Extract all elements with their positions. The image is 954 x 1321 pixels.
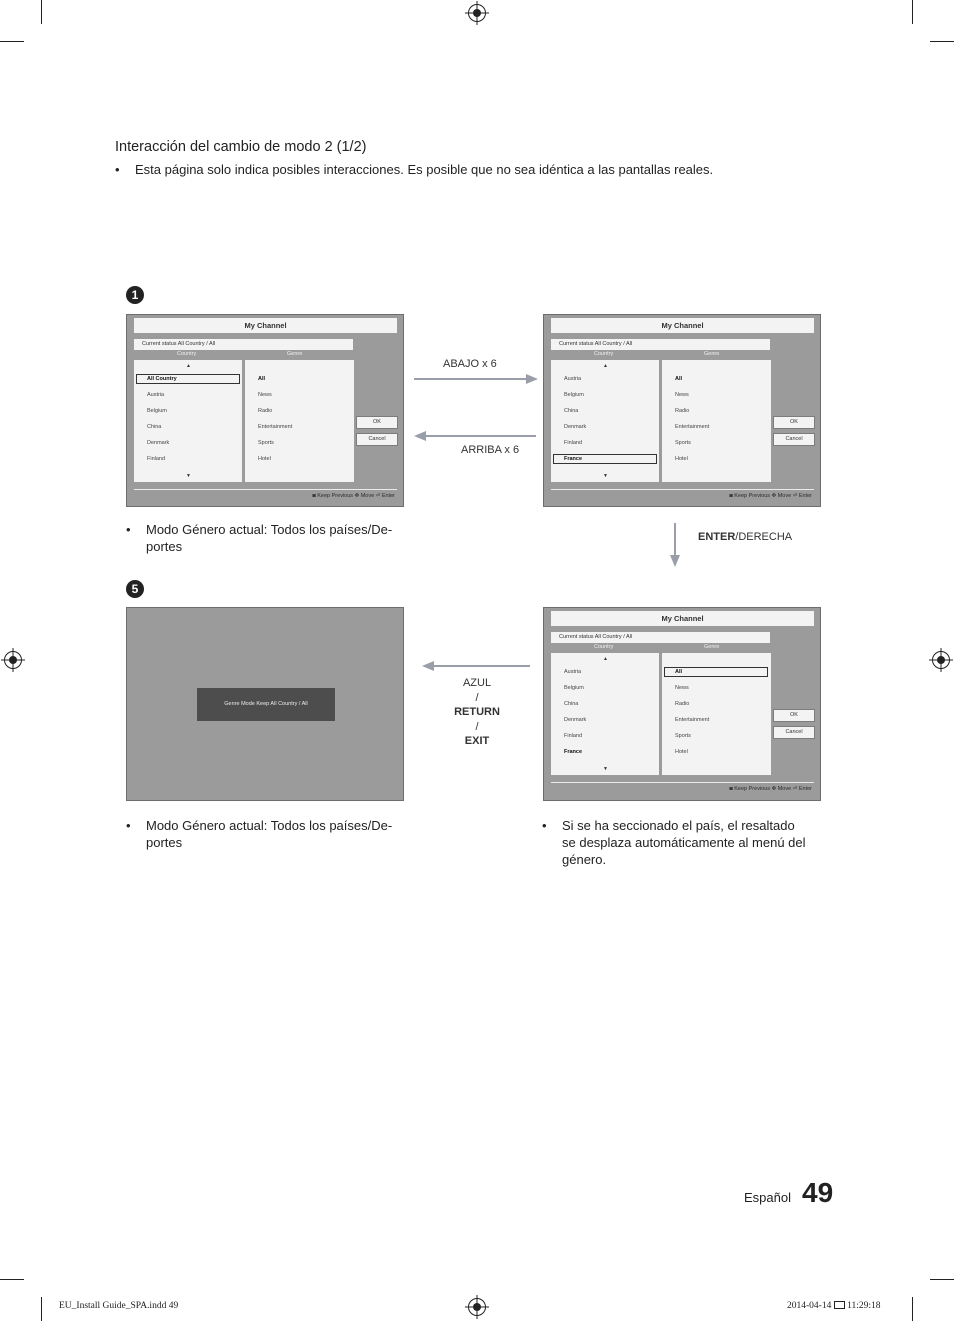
scroll-up-icon[interactable]: ▲ <box>603 363 608 369</box>
country-item[interactable]: Austria <box>564 669 582 675</box>
label-slash: / <box>475 691 479 704</box>
cancel-button[interactable]: Cancel <box>773 433 815 446</box>
arrow-down-icon <box>669 523 681 567</box>
hint-enter: Enter <box>798 493 812 499</box>
genre-item[interactable]: News <box>675 392 689 398</box>
hint-keep: Keep Previous <box>317 493 354 499</box>
country-item[interactable]: Finland <box>564 733 583 739</box>
label-exit: EXIT <box>464 735 490 747</box>
genre-item[interactable]: Sports <box>675 733 691 739</box>
country-header: Country <box>594 644 614 650</box>
crop-mark <box>912 1297 913 1321</box>
genre-item[interactable]: All <box>258 376 266 382</box>
tv-screen-step2 <box>543 314 821 507</box>
caption-text <box>562 817 806 868</box>
slug-ampm-icon <box>834 1301 845 1309</box>
caption-line: portes <box>146 835 183 850</box>
enter-direction: /DERECHA <box>735 531 793 543</box>
label-slash: / <box>475 720 479 733</box>
hint-keep: Keep Previous <box>734 786 771 792</box>
step-5-badge: 5 <box>126 580 144 598</box>
section-heading: Interacción del cambio de modo 2 (1/2) <box>115 139 367 155</box>
genre-item[interactable]: Radio <box>258 408 273 414</box>
country-item[interactable]: Denmark <box>564 424 587 430</box>
bullet: • <box>126 522 131 537</box>
caption-line: Modo Género actual: Todos los países/De- <box>146 522 393 537</box>
genre-header: Genre <box>704 644 720 650</box>
genre-header: Genre <box>287 351 303 357</box>
bullet: • <box>542 818 547 833</box>
page-number: 49 <box>802 1177 834 1208</box>
slug-filename: EU_Install Guide_SPA.indd 49 <box>59 1301 179 1311</box>
scroll-down-icon[interactable]: ▼ <box>603 766 608 772</box>
crop-mark <box>41 1297 42 1321</box>
country-item[interactable]: Belgium <box>564 685 584 691</box>
label-down: ABAJO x 6 <box>443 358 497 370</box>
slug-datetime <box>787 1301 881 1311</box>
genre-mode-popup: Genre Mode Keep All Country / All <box>197 688 335 721</box>
country-item[interactable]: China <box>147 424 162 430</box>
genre-item[interactable]: Hotel <box>258 456 271 462</box>
scroll-up-icon[interactable]: ▲ <box>186 363 191 369</box>
hint-move: Move <box>777 493 792 499</box>
label-return: RETURN <box>454 706 500 718</box>
country-item[interactable]: China <box>564 701 579 707</box>
arrow-right-icon <box>414 373 538 385</box>
crop-mark <box>0 1279 24 1280</box>
tv-screen-step5 <box>126 607 404 801</box>
keep-previous-icon: ◙ <box>729 493 733 499</box>
tv-screen-step1 <box>126 314 404 507</box>
country-item[interactable]: France <box>564 749 583 755</box>
caption-step5 <box>126 817 426 857</box>
enter-icon: ⏎ <box>792 786 798 792</box>
country-item[interactable]: Finland <box>147 456 166 462</box>
genre-item[interactable]: Sports <box>675 440 691 446</box>
country-item[interactable]: Denmark <box>564 717 587 723</box>
current-status: Current status All Country / All <box>551 339 770 350</box>
genre-item[interactable]: News <box>675 685 689 691</box>
registration-mark-icon <box>4 651 22 669</box>
caption-line: se desplaza automáticamente al menú del <box>562 835 806 850</box>
hint-move: Move <box>777 786 792 792</box>
country-list[interactable] <box>551 653 659 775</box>
screen-title: My Channel <box>134 318 397 333</box>
caption-step1 <box>126 521 426 561</box>
keep-previous-icon: ◙ <box>312 493 316 499</box>
genre-header: Genre <box>704 351 720 357</box>
label-up: ARRIBA x 6 <box>461 444 520 456</box>
intro-note <box>115 162 815 177</box>
label-return-group <box>437 676 517 749</box>
tv-screen-step3 <box>543 607 821 801</box>
genre-item[interactable]: Hotel <box>675 749 688 755</box>
crop-mark <box>930 1279 954 1280</box>
caption-text <box>146 817 392 851</box>
country-header: Country <box>594 351 614 357</box>
genre-item[interactable]: All <box>675 376 683 382</box>
genre-list[interactable] <box>662 653 771 775</box>
country-item[interactable]: Austria <box>564 376 582 382</box>
caption-step3 <box>542 817 842 873</box>
hint-move: Move <box>360 493 375 499</box>
registration-mark-icon <box>468 1298 486 1316</box>
screen-title: My Channel <box>551 318 814 333</box>
ok-button[interactable]: OK <box>773 416 815 429</box>
step-1-badge: 1 <box>126 286 144 304</box>
genre-item[interactable]: Entertainment <box>675 424 710 430</box>
key-hints <box>729 493 812 499</box>
cancel-button[interactable]: Cancel <box>356 433 398 446</box>
country-item[interactable]: Finland <box>564 440 583 446</box>
intro-note-text: Esta página solo indica posibles interacciones. Es posible que no sea idéntica a las pantallas reales. <box>135 162 714 177</box>
key-hints <box>729 786 812 792</box>
country-item[interactable]: Belgium <box>147 408 167 414</box>
hint-enter: Enter <box>381 493 395 499</box>
arrow-left-icon <box>422 660 530 672</box>
crop-mark <box>912 0 913 24</box>
country-item[interactable]: Belgium <box>564 392 584 398</box>
hint-enter: Enter <box>798 786 812 792</box>
hint-divider <box>551 489 814 490</box>
country-item[interactable]: Austria <box>147 392 165 398</box>
caption-text <box>146 521 392 555</box>
ok-button[interactable]: OK <box>773 709 815 722</box>
registration-mark-icon <box>468 4 486 22</box>
label-enter <box>698 531 792 543</box>
genre-item[interactable]: Sports <box>258 440 274 446</box>
enter-icon: ⏎ <box>792 493 798 499</box>
genre-item[interactable]: All <box>675 669 683 675</box>
current-status: Current status All Country / All <box>551 632 770 643</box>
caption-line: Si se ha seccionado el país, el resaltado <box>562 818 795 833</box>
bullet: • <box>115 162 120 177</box>
crop-mark <box>0 41 24 42</box>
crop-mark <box>41 0 42 24</box>
genre-item[interactable]: Radio <box>675 701 690 707</box>
slug-time: 11:29:18 <box>847 1301 881 1311</box>
country-item[interactable]: France <box>564 456 583 462</box>
move-icon: ✥ <box>771 786 777 792</box>
scroll-down-icon[interactable]: ▼ <box>186 473 191 479</box>
genre-item[interactable]: News <box>258 392 272 398</box>
move-icon: ✥ <box>354 493 360 499</box>
hint-keep: Keep Previous <box>734 493 771 499</box>
hint-divider <box>551 782 814 783</box>
key-hints <box>312 493 395 499</box>
keep-previous-icon: ◙ <box>729 786 733 792</box>
cancel-button[interactable]: Cancel <box>773 726 815 739</box>
registration-mark-icon <box>932 651 950 669</box>
genre-list[interactable] <box>662 360 771 482</box>
caption-line: género. <box>562 852 607 867</box>
scroll-down-icon[interactable]: ▼ <box>603 473 608 479</box>
genre-item[interactable]: Radio <box>675 408 690 414</box>
move-icon: ✥ <box>771 493 777 499</box>
screen-title: My Channel <box>551 611 814 626</box>
genre-item[interactable]: Hotel <box>675 456 688 462</box>
arrow-left-icon <box>414 430 536 442</box>
country-list[interactable] <box>134 360 242 482</box>
country-item[interactable]: All Country <box>147 376 177 382</box>
genre-item[interactable]: Entertainment <box>675 717 710 723</box>
country-item[interactable]: Denmark <box>147 440 170 446</box>
crop-mark <box>930 41 954 42</box>
slug-date: 2014-04-14 <box>787 1301 832 1311</box>
hint-divider <box>134 489 397 490</box>
ok-button[interactable]: OK <box>356 416 398 429</box>
caption-line: portes <box>146 539 183 554</box>
scroll-up-icon[interactable]: ▲ <box>603 656 608 662</box>
genre-list[interactable] <box>245 360 354 482</box>
genre-item[interactable]: Entertainment <box>258 424 293 430</box>
country-header: Country <box>177 351 197 357</box>
country-list[interactable] <box>551 360 659 482</box>
footer-language: Español <box>744 1190 791 1205</box>
country-item[interactable]: China <box>564 408 579 414</box>
label-blue: AZUL <box>462 677 492 689</box>
current-status: Current status All Country / All <box>134 339 353 350</box>
enter-key: ENTER <box>698 531 736 543</box>
enter-icon: ⏎ <box>375 493 381 499</box>
caption-line: Modo Género actual: Todos los países/De- <box>146 818 393 833</box>
bullet: • <box>126 818 131 833</box>
